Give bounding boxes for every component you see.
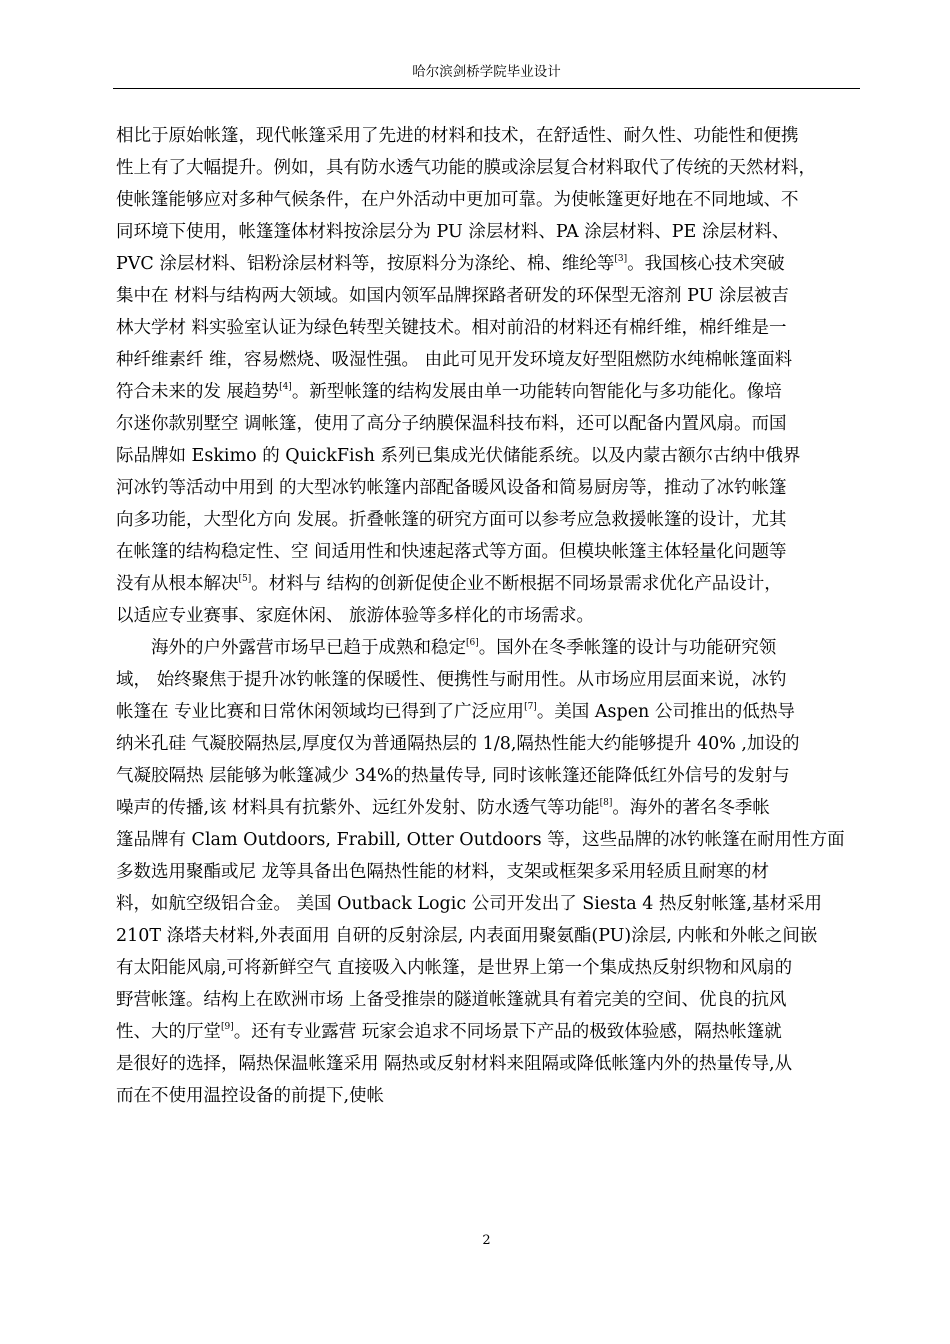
text-line [116, 760, 860, 792]
line-text-tail: 。美国 Aspen 公司推出的低热导 [536, 702, 795, 722]
page-number: 2 [482, 1233, 491, 1248]
citation-ref: [3] [614, 254, 628, 265]
line-text: 210T 涤塔夫材料,外表面用 自研的反射涂层, 内表面用聚氨酯(PU)涂层, 内帐和外帐之间嵌 [116, 926, 818, 946]
line-text: 噪声的传播,该 材料具有抗紫外、远红外发射、防水透气等功能 [116, 798, 600, 818]
header-divider [113, 88, 860, 89]
line-text-tail: 。材料与 结构的创新促使企业不断根据不同场景需求优化产品设计， [251, 574, 782, 594]
text-line [116, 856, 860, 888]
text-line [116, 728, 860, 760]
text-line [116, 632, 860, 664]
line-text: 际品牌如 Eskimo 的 QuickFish 系列已集成光伏储能系统。以及内蒙古额尔古纳中俄界 [116, 446, 801, 466]
text-line [116, 472, 860, 504]
line-text: PVC 涂层材料、铝粉涂层材料等，按原料分为涤纶、棉、维纶等 [116, 254, 615, 274]
text-line [116, 248, 860, 280]
line-text: 河冰钓等活动中用到 的大型冰钓帐篷内部配备暖风设备和简易厨房等，推动了冰钓帐篷 [116, 478, 787, 498]
text-line [116, 1080, 860, 1112]
citation-ref: [8] [599, 798, 613, 809]
text-line [116, 408, 860, 440]
text-line [116, 920, 860, 952]
text-line [116, 1016, 860, 1048]
line-text: 同环境下使用，帐篷篷体材料按涂层分为 PU 涂层材料、PA 涂层材料、PE 涂层材料、 [116, 222, 790, 242]
line-text: 域， 始终聚焦于提升冰钓帐篷的保暖性、便携性与耐用性。从市场应用层面来说，冰钓 [116, 670, 787, 690]
line-text: 以适应专业赛事、家庭休闲、 旅游体验等多样化的市场需求。 [116, 606, 595, 626]
text-line [116, 952, 860, 984]
line-text: 气凝胶隔热 层能够为帐篷减少 34%的热量传导, 同时该帐篷还能降低红外信号的发射与 [116, 766, 790, 786]
text-line [116, 344, 860, 376]
line-text: 性上有了大幅提升。例如，具有防水透气功能的膜或涂层复合材料取代了传统的天然材料， [116, 158, 816, 178]
line-text: 有太阳能风扇,可将新鲜空气 直接吸入内帐篷，是世界上第一个集成热反射织物和风扇的 [116, 958, 793, 978]
text-line [116, 824, 860, 856]
line-text: 符合未来的发 展趋势 [116, 382, 280, 402]
citation-ref: [5] [238, 574, 252, 585]
text-line [116, 440, 860, 472]
text-line [116, 184, 860, 216]
line-text: 相比于原始帐篷，现代帐篷采用了先进的材料和技术，在舒适性、耐久性、功能性和便携 [116, 126, 799, 146]
line-text-tail: 。国外在冬季帐篷的设计与功能研究领 [478, 638, 777, 658]
line-text: 海外的户外露营市场早已趋于成熟和稳定 [151, 638, 466, 658]
page-header: 哈尔滨剑桥学院毕业设计 [412, 64, 561, 80]
text-line [116, 984, 860, 1016]
line-text: 没有从根本解决 [116, 574, 239, 594]
line-text: 多数选用聚酯或尼 龙等具备出色隔热性能的材料，支架或框架多采用轻质且耐寒的材 [116, 862, 770, 882]
line-text: 是很好的选择，隔热保温帐篷采用 隔热或反射材料来阻隔或降低帐篷内外的热量传导,从 [116, 1054, 793, 1074]
text-line [116, 1048, 860, 1080]
citation-ref: [7] [524, 702, 537, 713]
citation-ref: [6] [466, 638, 479, 649]
text-line [116, 600, 860, 632]
line-text: 集中在 材料与结构两大领域。如国内领军品牌探路者研发的环保型无溶剂 PU 涂层被吉 [116, 286, 789, 306]
text-line [116, 888, 860, 920]
citation-ref: [9] [221, 1022, 234, 1033]
text-line [116, 792, 860, 824]
line-text: 性、大的厅堂 [116, 1022, 221, 1042]
line-text-tail: 。还有专业露营 玩家会追求不同场景下产品的极致体验感，隔热帐篷就 [233, 1022, 782, 1042]
line-text: 在帐篷的结构稳定性、空 间适用性和快速起落式等方面。但模块帐篷主体轻量化问题等 [116, 542, 787, 562]
body-text [116, 120, 860, 1112]
line-text: 林大学材 料实验室认证为绿色转型关键技术。相对前沿的材料还有棉纤维，棉纤维是一 [116, 318, 787, 338]
text-line [116, 536, 860, 568]
line-text: 尔迷你款别墅空 调帐篷，使用了高分子纳膜保温科技布料，还可以配备内置风扇。而国 [116, 414, 787, 434]
text-line [116, 152, 860, 184]
line-text: 纳米孔硅 气凝胶隔热层,厚度仅为普通隔热层的 1/8,隔热性能大约能够提升 40% ,加设的 [116, 734, 800, 754]
line-text: 而在不使用温控设备的前提下,使帐 [116, 1086, 385, 1106]
line-text: 帐篷在 专业比赛和日常休闲领域均已得到了广泛应用 [116, 702, 525, 722]
line-text-tail: 。海外的著名冬季帐 [612, 798, 770, 818]
line-text: 料，如航空级铝合金。 美国 Outback Logic 公司开发出了 Siesta 4 热反射帐篷,基材采用 [116, 894, 822, 914]
citation-ref: [4] [279, 382, 292, 393]
line-text: 种纤维素纤 维，容易燃烧、吸湿性强。 由此可见开发环境友好型阻燃防水纯棉帐篷面料 [116, 350, 793, 370]
line-text-tail: 。我国核心技术突破 [627, 254, 785, 274]
text-line [116, 120, 860, 152]
line-text: 向多功能，大型化方向 发展。折叠帐篷的研究方面可以参考应急救援帐篷的设计，尤其 [116, 510, 787, 530]
line-text-tail: 。新型帐篷的结构发展由单一功能转向智能化与多功能化。像培 [291, 382, 782, 402]
text-line [116, 568, 860, 600]
text-line [116, 216, 860, 248]
line-text: 使帐篷能够应对多种气候条件，在户外活动中更加可靠。为使帐篷更好地在不同地域、不 [116, 190, 799, 210]
line-text: 野营帐篷。结构上在欧洲市场 上备受推崇的隧道帐篷就具有着完美的空间、优良的抗风 [116, 990, 787, 1010]
text-line [116, 280, 860, 312]
text-line [116, 504, 860, 536]
text-line [116, 664, 860, 696]
text-line [116, 312, 860, 344]
text-line [116, 696, 860, 728]
text-line [116, 376, 860, 408]
line-text: 篷品牌有 Clam Outdoors, Frabill, Otter Outdoors 等，这些品牌的冰钓帐篷在耐用性方面 [116, 830, 845, 850]
